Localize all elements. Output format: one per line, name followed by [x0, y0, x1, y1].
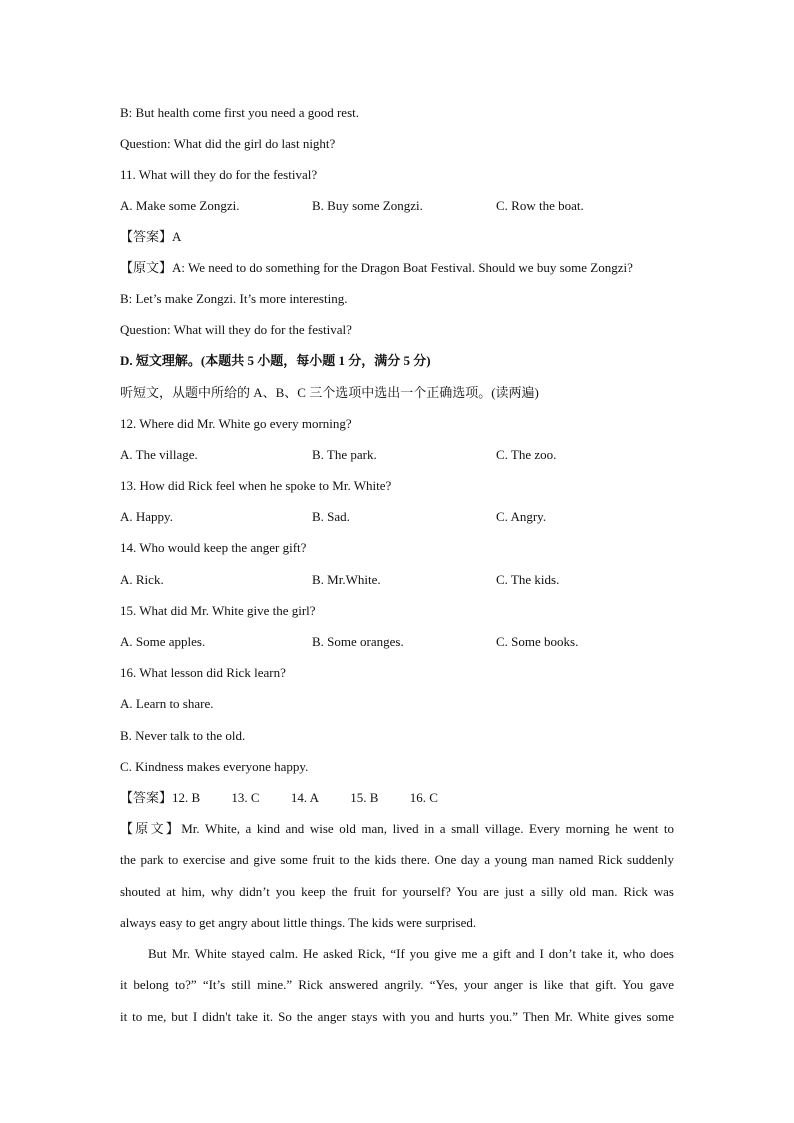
option-a: A. Some apples. [120, 634, 206, 649]
option-a: A. Learn to share. [120, 696, 214, 711]
option-b: B. Never talk to the old. [120, 728, 246, 743]
passage-line: always easy to get angry about little things. The kids were surprised. [120, 915, 477, 930]
option-b: B. Some oranges. [312, 634, 404, 649]
option-c: C. Kindness makes everyone happy. [120, 759, 309, 774]
option-c: C. Some books. [496, 634, 579, 649]
question-line: Question: What did the girl do last night? [120, 136, 336, 151]
question-14: 14. Who would keep the anger gift? [120, 540, 307, 555]
option-b: B. The park. [312, 447, 377, 462]
answer-16: 16. C [409, 790, 438, 805]
option-c: C. The zoo. [496, 447, 557, 462]
passage-line: it to me, but I didn't take it. So the anger stays with you and hurts you.” Then Mr. White gives some [120, 1009, 674, 1024]
original-text-11: 【原文】A: We need to do something for the Dragon Boat Festival. Should we buy some Zongzi? [120, 260, 633, 275]
option-b: B. Buy some Zongzi. [312, 198, 423, 213]
dialogue-line: B: Let’s make Zongzi. It’s more interesting. [120, 291, 348, 306]
dialogue-line: B: But health come first you need a good rest. [120, 105, 360, 120]
answer-15: 15. B [350, 790, 379, 805]
question-line: Question: What will they do for the festival? [120, 322, 352, 337]
option-a: A. Rick. [120, 572, 164, 587]
option-a: A. Make some Zongzi. [120, 198, 240, 213]
answer-11: 【答案】A [120, 229, 182, 244]
option-b: B. Sad. [312, 509, 350, 524]
option-c: C. Row the boat. [496, 198, 584, 213]
passage-line: the park to exercise and give some fruit to the kids there. One day a young man named Rick suddenly [120, 852, 674, 867]
question-15: 15. What did Mr. White give the girl? [120, 603, 316, 618]
option-c: C. The kids. [496, 572, 560, 587]
passage-line: 【原文】Mr. White, a kind and wise old man, lived in a small village. Every morning he went to [120, 821, 674, 836]
section-d-heading: D. 短文理解。(本题共 5 小题，每小题 1 分，满分 5 分) [120, 353, 431, 368]
answers-12-16 [120, 790, 466, 806]
option-c: C. Angry. [496, 509, 547, 524]
passage-line: shouted at him, why didn’t you keep the fruit for yourself? You are just a silly old man. Rick was [120, 884, 674, 899]
question-16: 16. What lesson did Rick learn? [120, 665, 286, 680]
question-13: 13. How did Rick feel when he spoke to Mr. White? [120, 478, 392, 493]
question-11: 11. What will they do for the festival? [120, 167, 318, 182]
question-12: 12. Where did Mr. White go every morning? [120, 416, 352, 431]
passage-line: But Mr. White stayed calm. He asked Rick, “If you give me a gift and I don’t take it, who does [148, 946, 674, 961]
answer-12: 【答案】12. B [120, 790, 201, 805]
answer-14: 14. A [290, 790, 320, 805]
answer-13: 13. C [231, 790, 260, 805]
passage-line: it belong to?” “It’s still mine.” Rick answered angrily. “Yes, your anger is like that gift. You gave [120, 977, 674, 992]
option-a: A. The village. [120, 447, 198, 462]
option-a: A. Happy. [120, 509, 173, 524]
option-b: B. Mr.White. [312, 572, 381, 587]
section-instructions: 听短文，从题中所给的 A、B、C 三个选项中选出一个正确选项。(读两遍) [120, 385, 539, 400]
